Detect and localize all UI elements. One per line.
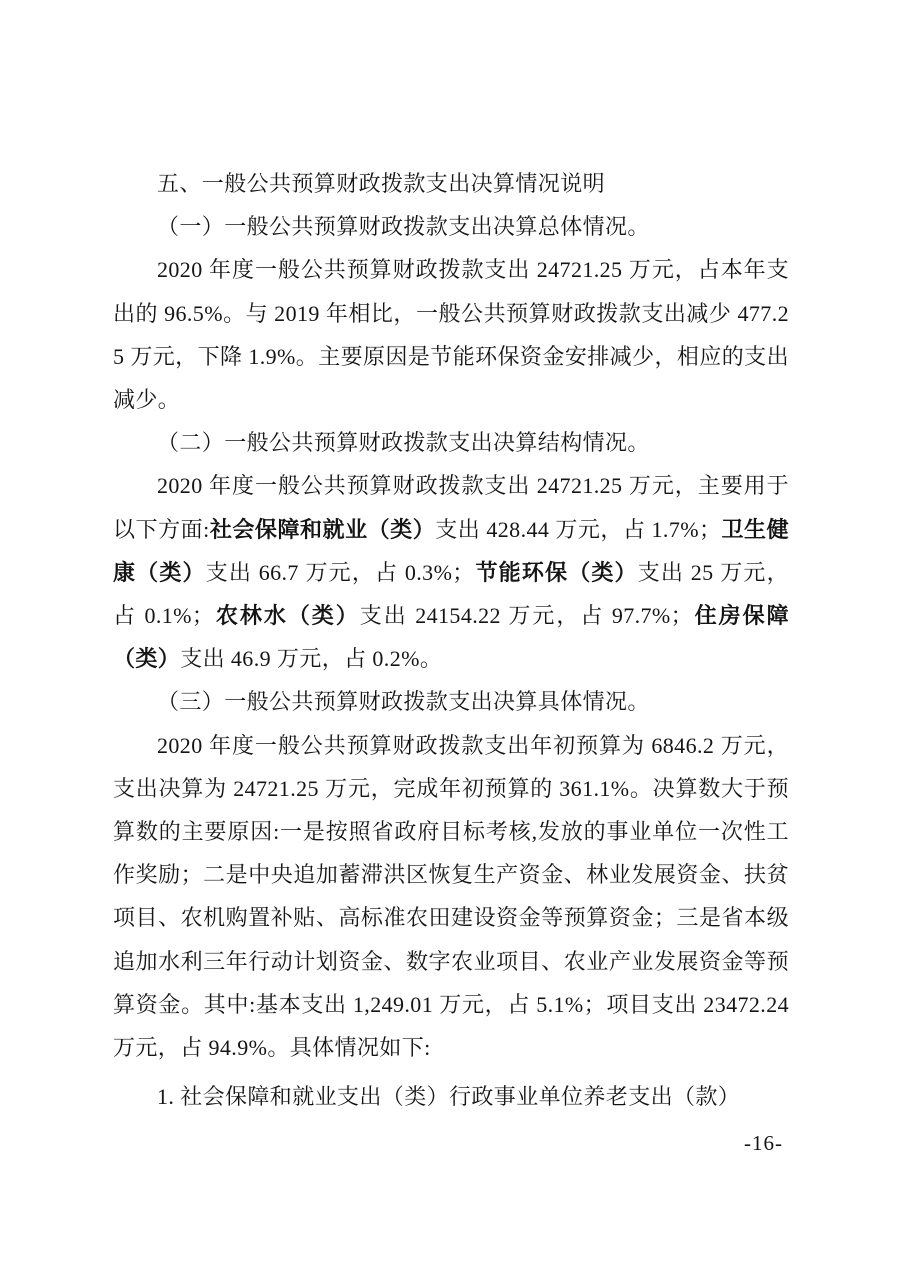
text-run: 支出 25 万元，占 0.1%； <box>113 559 789 629</box>
document-body <box>113 162 789 1118</box>
page-number: -16- <box>744 1131 783 1155</box>
section3-paragraph: 2020 年度一般公共预算财政拨款支出年初预算为 6846.2 万元，支出决算为 24721.25 万元，完成年初预算的 361.1%。决算数大于预算数的主要原因:一是按照省政府目标考核,发放的事业单位一次性工作奖励；二是中央追加蓄滞洪区恢复生产资金、林业发展资金、扶贫项目、农机购置补贴、高标准农田建设资金等预算资金；三是省本级追加水利三年行动计划资金、数字农业项目、农业产业发展资金等预算资金。其中:基本支出 1,249.01 万元，占 5.1%；项目支出 23472.24 万元，占 94.9%。具体情况如下: <box>113 732 789 1061</box>
text-run-bold: 农林水（类） <box>214 603 360 629</box>
text-run-bold: 住房保障（类） <box>113 603 789 672</box>
text-run: 支出 46.9 万元，占 0.2%。 <box>180 646 443 672</box>
section2-heading: （二）一般公共预算财政拨款支出决算结构情况。 <box>157 430 650 456</box>
text-run-bold: 社会保障和就业（类） <box>209 516 436 542</box>
text-run: 支出 66.7 万元，占 0.3%； <box>205 559 475 585</box>
item1-heading: 1. 社会保障和就业支出（类）行政事业单位养老支出（款） <box>157 1084 741 1110</box>
text-run: 支出 428.44 万元，占 1.7%； <box>435 516 722 542</box>
text-run-bold: 卫生健康（类） <box>113 516 789 585</box>
section1-paragraph: 2020 年度一般公共预算财政拨款支出 24721.25 万元，占本年支出的 96.5%。与 2019 年相比，一般公共预算财政拨款支出减少 477.25 万元，下降 1.9%。主要原因是节能环保资金安排减少，相应的支出减少。 <box>113 257 789 413</box>
section3-heading: （三）一般公共预算财政拨款支出决算具体情况。 <box>157 689 650 715</box>
text-run: 支出 24154.22 万元，占 97.7%； <box>359 603 694 629</box>
main-heading: 五、一般公共预算财政拨款支出决算情况说明 <box>157 171 606 196</box>
section1-heading: （一）一般公共预算财政拨款支出决算总体情况。 <box>157 214 650 240</box>
text-run: 2020 年度一般公共预算财政拨款支出 24721.25 万元，主要用于以下方面: <box>113 473 789 542</box>
text-run-bold: 节能环保（类） <box>474 559 638 585</box>
section2-paragraph <box>113 464 789 680</box>
